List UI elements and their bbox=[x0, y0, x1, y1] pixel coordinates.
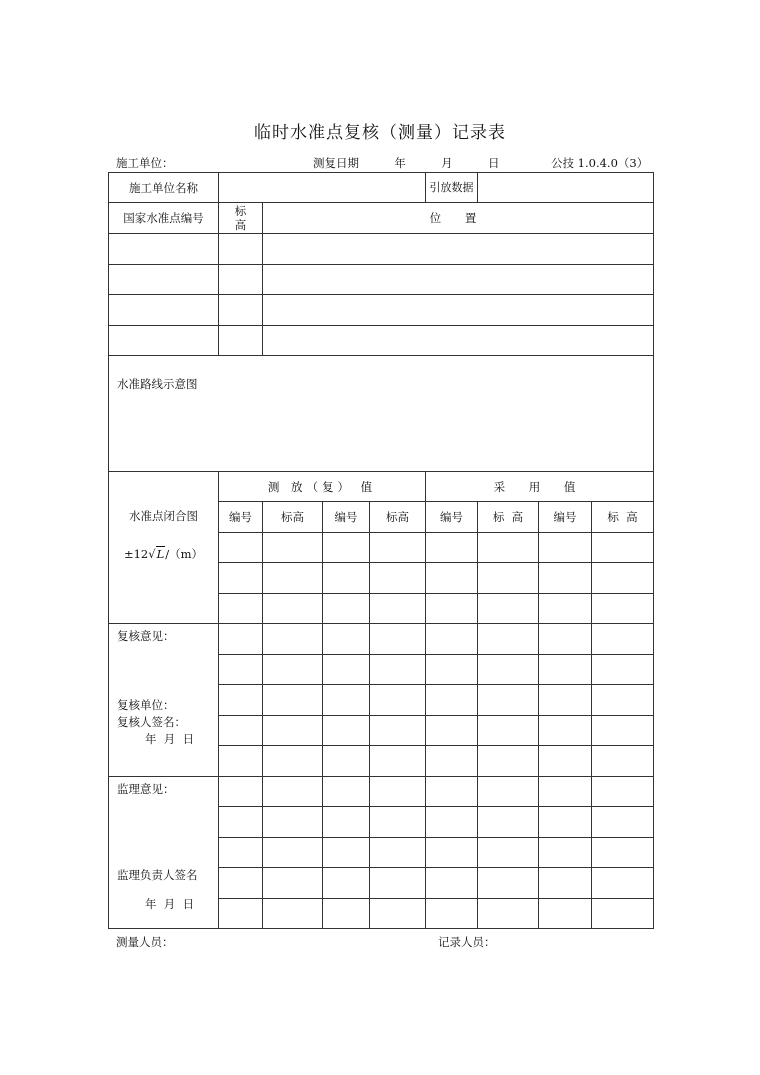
data-cell[interactable] bbox=[219, 624, 263, 655]
measured-value-header: 测 放（复） 值 bbox=[219, 472, 426, 502]
construction-unit-label: 施工单位： bbox=[116, 156, 174, 170]
data-cell[interactable] bbox=[370, 838, 426, 868]
data-cell[interactable] bbox=[478, 685, 539, 716]
data-cell[interactable] bbox=[592, 868, 654, 899]
data-cell[interactable] bbox=[370, 777, 426, 807]
unit-name-field[interactable] bbox=[219, 173, 426, 203]
data-cell[interactable] bbox=[539, 655, 592, 685]
review-section bbox=[109, 624, 219, 777]
data-cell[interactable] bbox=[539, 685, 592, 716]
route-diagram-area[interactable] bbox=[109, 356, 654, 472]
data-cell[interactable] bbox=[219, 533, 263, 563]
data-cell[interactable] bbox=[426, 563, 478, 594]
data-cell[interactable] bbox=[539, 563, 592, 594]
measured-elevation-header: 标高 bbox=[263, 502, 323, 533]
data-cell[interactable] bbox=[592, 563, 654, 594]
review-unit-label: 复核单位： bbox=[117, 698, 175, 712]
data-cell[interactable] bbox=[539, 868, 592, 899]
data-cell[interactable] bbox=[426, 746, 478, 777]
review-date: 年 月 日 bbox=[145, 732, 195, 746]
benchmark-position-cell[interactable] bbox=[263, 234, 654, 265]
data-cell[interactable] bbox=[539, 777, 592, 807]
position-label: 位 置 bbox=[263, 203, 654, 234]
data-cell[interactable] bbox=[592, 624, 654, 655]
data-cell[interactable] bbox=[323, 868, 370, 899]
surveyor-label: 测量人员： bbox=[116, 935, 174, 949]
data-cell[interactable] bbox=[478, 594, 539, 624]
adopted-number-header: 编号 bbox=[426, 502, 478, 533]
data-cell[interactable] bbox=[323, 563, 370, 594]
supervisor-signature-label: 监理负责人签名 bbox=[117, 868, 198, 882]
benchmark-number-cell[interactable] bbox=[109, 265, 219, 295]
benchmark-elevation-cell[interactable] bbox=[219, 295, 263, 326]
route-diagram-label: 水准路线示意图 bbox=[117, 377, 198, 391]
data-cell[interactable] bbox=[263, 716, 323, 746]
data-cell[interactable] bbox=[370, 899, 426, 929]
supervision-opinion-label: 监理意见： bbox=[117, 782, 175, 796]
data-cell[interactable] bbox=[478, 533, 539, 563]
data-cell[interactable] bbox=[539, 838, 592, 868]
data-cell[interactable] bbox=[370, 716, 426, 746]
data-cell[interactable] bbox=[263, 899, 323, 929]
benchmark-elevation-cell[interactable] bbox=[219, 326, 263, 356]
closure-label: 水准点闭合图 bbox=[129, 509, 198, 523]
supervision-section bbox=[109, 777, 219, 929]
benchmark-number-cell[interactable] bbox=[109, 326, 219, 356]
form-code: 公技 1.0.4.0（3） bbox=[551, 156, 649, 170]
adopted-elevation-header: 标 高 bbox=[478, 502, 539, 533]
data-cell[interactable] bbox=[539, 716, 592, 746]
data-cell[interactable] bbox=[370, 746, 426, 777]
data-cell[interactable] bbox=[539, 533, 592, 563]
data-cell[interactable] bbox=[592, 533, 654, 563]
page-title: 临时水准点复核（测量）记录表 bbox=[254, 123, 506, 143]
data-cell[interactable] bbox=[370, 533, 426, 563]
data-cell[interactable] bbox=[426, 594, 478, 624]
data-cell[interactable] bbox=[219, 685, 263, 716]
unit-name-label: 施工单位名称 bbox=[109, 173, 219, 203]
data-cell[interactable] bbox=[592, 746, 654, 777]
benchmark-number-cell[interactable] bbox=[109, 234, 219, 265]
data-cell[interactable] bbox=[370, 685, 426, 716]
data-cell[interactable] bbox=[219, 807, 263, 838]
benchmark-position-cell[interactable] bbox=[263, 326, 654, 356]
data-cell[interactable] bbox=[592, 716, 654, 746]
adopted-value-header: 采 用 值 bbox=[426, 472, 654, 502]
data-cell[interactable] bbox=[478, 563, 539, 594]
benchmark-elevation-cell[interactable] bbox=[219, 234, 263, 265]
data-cell[interactable] bbox=[539, 624, 592, 655]
measured-number-header: 编号 bbox=[219, 502, 263, 533]
benchmark-position-cell[interactable] bbox=[263, 295, 654, 326]
data-cell[interactable] bbox=[323, 899, 370, 929]
data-cell[interactable] bbox=[478, 624, 539, 655]
review-opinion-label: 复核意见： bbox=[117, 629, 175, 643]
tolerance-prefix: ±12 bbox=[123, 547, 149, 561]
data-cell[interactable] bbox=[539, 807, 592, 838]
benchmark-elevation-label: 标高 bbox=[219, 203, 263, 234]
data-cell[interactable] bbox=[592, 807, 654, 838]
data-cell[interactable] bbox=[478, 716, 539, 746]
data-cell[interactable] bbox=[323, 655, 370, 685]
data-cell[interactable] bbox=[219, 655, 263, 685]
data-cell[interactable] bbox=[592, 685, 654, 716]
sqrt-symbol: √L bbox=[148, 547, 165, 561]
data-cell[interactable] bbox=[219, 563, 263, 594]
data-cell[interactable] bbox=[323, 838, 370, 868]
tolerance-suffix: /（m） bbox=[165, 547, 204, 561]
data-cell[interactable] bbox=[592, 777, 654, 807]
data-cell[interactable] bbox=[426, 807, 478, 838]
data-cell[interactable] bbox=[323, 594, 370, 624]
measured-number-header-2: 编号 bbox=[323, 502, 370, 533]
data-cell[interactable] bbox=[370, 563, 426, 594]
data-cell[interactable] bbox=[263, 624, 323, 655]
data-cell[interactable] bbox=[478, 899, 539, 929]
data-cell[interactable] bbox=[478, 655, 539, 685]
data-cell[interactable] bbox=[263, 868, 323, 899]
benchmark-elevation-cell[interactable] bbox=[219, 265, 263, 295]
data-cell[interactable] bbox=[426, 533, 478, 563]
data-cell[interactable] bbox=[263, 594, 323, 624]
adopted-number-header-2: 编号 bbox=[539, 502, 592, 533]
data-cell[interactable] bbox=[219, 716, 263, 746]
survey-date-line bbox=[313, 155, 499, 171]
data-cell[interactable] bbox=[323, 746, 370, 777]
data-cell[interactable] bbox=[370, 868, 426, 899]
benchmark-row bbox=[109, 295, 654, 326]
adopted-elevation-header-2: 标 高 bbox=[592, 502, 654, 533]
benchmark-position-cell[interactable] bbox=[263, 265, 654, 295]
data-cell[interactable] bbox=[592, 594, 654, 624]
data-cell[interactable] bbox=[263, 533, 323, 563]
data-cell[interactable] bbox=[219, 868, 263, 899]
data-cell[interactable] bbox=[219, 594, 263, 624]
benchmark-number-cell[interactable] bbox=[109, 295, 219, 326]
data-cell[interactable] bbox=[323, 624, 370, 655]
data-cell[interactable] bbox=[263, 777, 323, 807]
data-cell[interactable] bbox=[426, 868, 478, 899]
data-cell[interactable] bbox=[426, 838, 478, 868]
data-cell[interactable] bbox=[370, 807, 426, 838]
data-cell[interactable] bbox=[323, 716, 370, 746]
data-cell[interactable] bbox=[478, 838, 539, 868]
data-cell[interactable] bbox=[478, 868, 539, 899]
data-cell[interactable] bbox=[263, 685, 323, 716]
data-cell[interactable] bbox=[263, 838, 323, 868]
benchmark-record-table bbox=[108, 172, 654, 929]
tolerance-formula bbox=[109, 524, 218, 562]
data-cell[interactable] bbox=[323, 777, 370, 807]
benchmark-row bbox=[109, 265, 654, 295]
closure-label-cell bbox=[109, 472, 219, 624]
data-cell[interactable] bbox=[426, 655, 478, 685]
supervision-date: 年 月 日 bbox=[145, 897, 195, 911]
data-cell[interactable] bbox=[539, 899, 592, 929]
data-cell[interactable] bbox=[323, 807, 370, 838]
survey-date-label: 测复日期 bbox=[313, 156, 359, 170]
data-cell[interactable] bbox=[478, 746, 539, 777]
data-cell[interactable] bbox=[539, 746, 592, 777]
benchmark-number-label: 国家水准点编号 bbox=[109, 203, 219, 234]
date-month: 月 bbox=[441, 156, 453, 170]
data-cell[interactable] bbox=[219, 777, 263, 807]
data-cell[interactable] bbox=[263, 746, 323, 777]
recorder-label: 记录人员： bbox=[438, 935, 496, 949]
data-cell[interactable] bbox=[219, 746, 263, 777]
data-cell[interactable] bbox=[426, 685, 478, 716]
date-year: 年 bbox=[394, 156, 406, 170]
data-cell[interactable] bbox=[592, 899, 654, 929]
data-cell[interactable] bbox=[370, 655, 426, 685]
data-cell[interactable] bbox=[323, 533, 370, 563]
data-cell[interactable] bbox=[592, 838, 654, 868]
data-cell[interactable] bbox=[263, 563, 323, 594]
data-cell[interactable] bbox=[426, 716, 478, 746]
data-cell[interactable] bbox=[539, 594, 592, 624]
benchmark-row bbox=[109, 234, 654, 265]
benchmark-row bbox=[109, 326, 654, 356]
date-day: 日 bbox=[487, 156, 500, 170]
data-cell[interactable] bbox=[426, 624, 478, 655]
data-cell[interactable] bbox=[323, 685, 370, 716]
data-cell[interactable] bbox=[219, 838, 263, 868]
measured-elevation-header-2: 标高 bbox=[370, 502, 426, 533]
reviewer-signature-label: 复核人签名： bbox=[117, 715, 186, 729]
data-cell[interactable] bbox=[426, 899, 478, 929]
data-cell[interactable] bbox=[219, 899, 263, 929]
data-cell[interactable] bbox=[426, 777, 478, 807]
lead-data-label: 引放数据 bbox=[426, 173, 478, 203]
lead-data-field[interactable] bbox=[478, 173, 654, 203]
data-cell[interactable] bbox=[478, 807, 539, 838]
data-cell[interactable] bbox=[370, 594, 426, 624]
data-cell[interactable] bbox=[370, 624, 426, 655]
data-cell[interactable] bbox=[263, 807, 323, 838]
data-cell[interactable] bbox=[263, 655, 323, 685]
data-cell[interactable] bbox=[592, 655, 654, 685]
data-cell[interactable] bbox=[478, 777, 539, 807]
